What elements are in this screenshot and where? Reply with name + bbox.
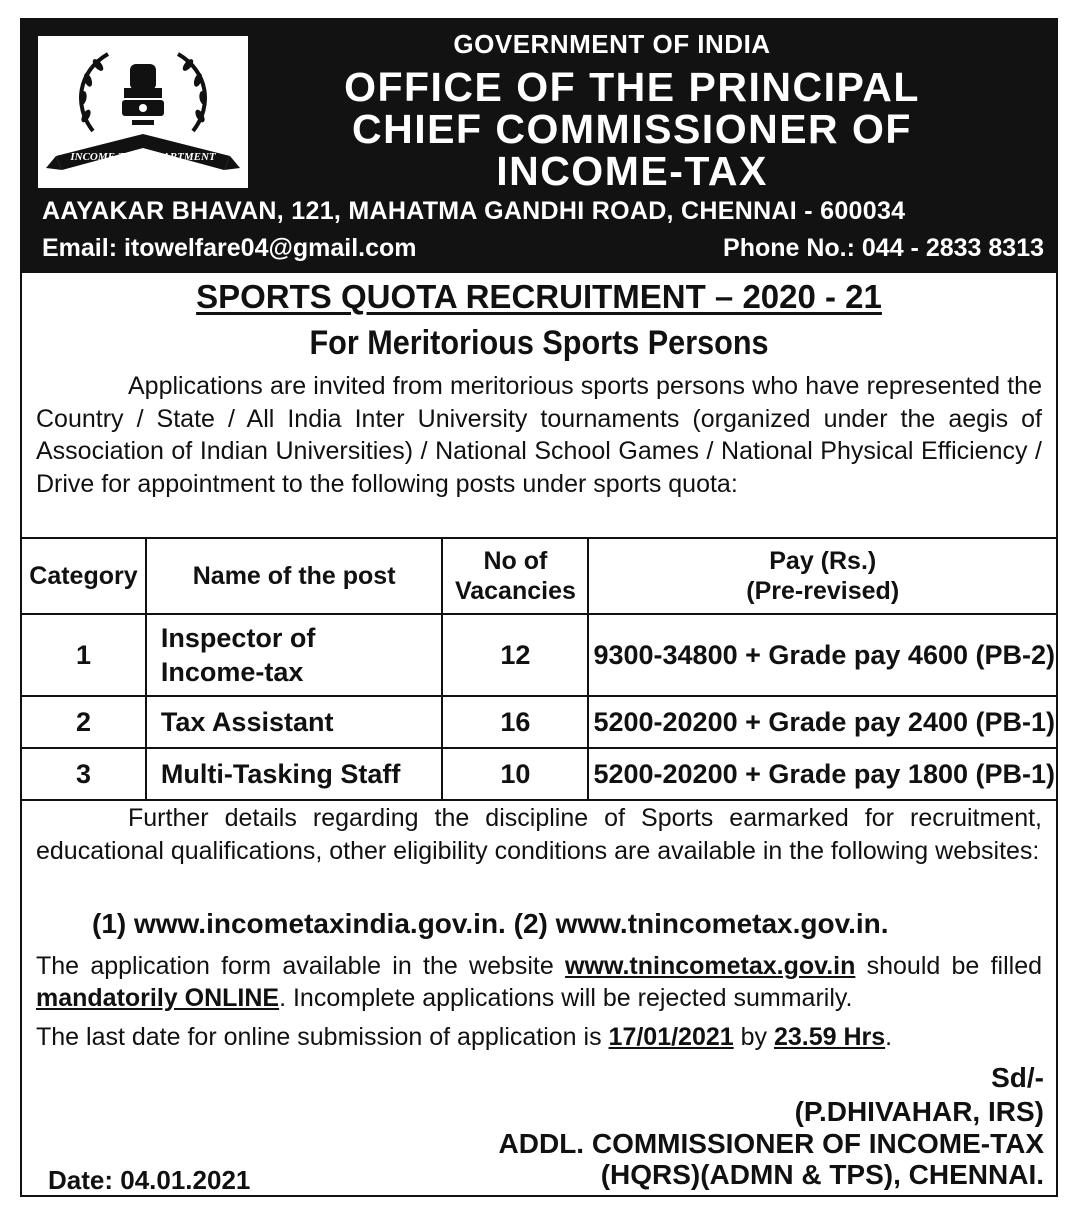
header-vacancies: No of Vacancies <box>442 538 588 614</box>
table-header-row <box>22 538 1056 614</box>
office-line-2: CHIEF COMMISSIONER OF <box>352 106 912 152</box>
last-date: 17/01/2021 <box>608 1023 734 1051</box>
office-line-3: INCOME-TAX <box>496 148 768 194</box>
header-banner <box>22 20 1056 273</box>
office-heading <box>252 66 1012 192</box>
header-post: Name of the post <box>146 538 442 614</box>
application-website-link[interactable]: www.tnincometax.gov.in <box>565 952 856 980</box>
signatory-office: (HQRS)(ADMN & TPS), CHENNAI. <box>600 1159 1044 1190</box>
header-pay: Pay (Rs.) (Pre-revised) <box>588 538 1056 614</box>
government-heading: GOVERNMENT OF INDIA <box>453 29 771 59</box>
websites-list: (1) www.incometaxindia.gov.in. (2) www.tnincometax.gov.in. <box>92 908 889 939</box>
intro-paragraph: Applications are invited from meritorious sports persons who have represented the Country / State / All India Inter University tournaments (organized under the aegis of Association of Indian Universities) / National School Games / National Physical Efficiency / Drive for appointment to the following posts under sports quota: <box>36 372 1042 498</box>
recruitment-subtitle: For Meritorious Sports Persons <box>309 324 769 362</box>
svg-text:INCOME TAX DEPARTMENT: INCOME TAX DEPARTMENT <box>70 151 216 163</box>
table-row: 1 Inspector of Income-tax 12 9300-34800 + Grade pay 4600 (PB-2) <box>22 614 1056 696</box>
table-row: 3 Multi-Tasking Staff 10 5200-20200 + Grade pay 1800 (PB-1) <box>22 748 1056 800</box>
posts-table <box>22 537 1056 801</box>
last-date-paragraph: The last date for online submission of application is 17/01/2021 by 23.59 Hrs. <box>36 1023 893 1051</box>
application-paragraph: The application form available in the website www.tnincometax.gov.in should be filled mandatorily ONLINE. Incomplete applications will be rejected summarily. <box>36 952 1043 1012</box>
details-paragraph: Further details regarding the discipline of Sports earmarked for recruitment, educational qualifications, other eligibility conditions are available in the following websites: <box>36 804 1042 865</box>
contact-email: Email: itowelfare04@gmail.com <box>42 234 417 262</box>
advertisement-frame <box>20 18 1058 1197</box>
signatory-name: (P.DHIVAHAR, IRS) <box>794 1096 1044 1127</box>
table-row: 2 Tax Assistant 16 5200-20200 + Grade pay 2400 (PB-1) <box>22 696 1056 748</box>
mandatory-online-text: mandatorily ONLINE <box>36 984 280 1012</box>
income-tax-emblem-logo <box>38 36 248 188</box>
recruitment-title: SPORTS QUOTA RECRUITMENT – 2020 - 21 <box>196 278 882 315</box>
office-line-1: OFFICE OF THE PRINCIPAL <box>344 64 920 110</box>
notice-date: Date: 04.01.2021 <box>48 1165 251 1195</box>
contact-phone: Phone No.: 044 - 2833 8313 <box>723 234 1044 262</box>
office-address: AAYAKAR BHAVAN, 121, MAHATMA GANDHI ROAD, CHENNAI - 600034 <box>42 197 906 225</box>
signature-sd: Sd/- <box>991 1062 1044 1093</box>
signatory-designation: ADDL. COMMISSIONER OF INCOME-TAX <box>498 1128 1044 1159</box>
last-time: 23.59 Hrs <box>773 1023 886 1051</box>
header-category: Category <box>22 538 146 614</box>
emblem-icon <box>38 36 248 188</box>
